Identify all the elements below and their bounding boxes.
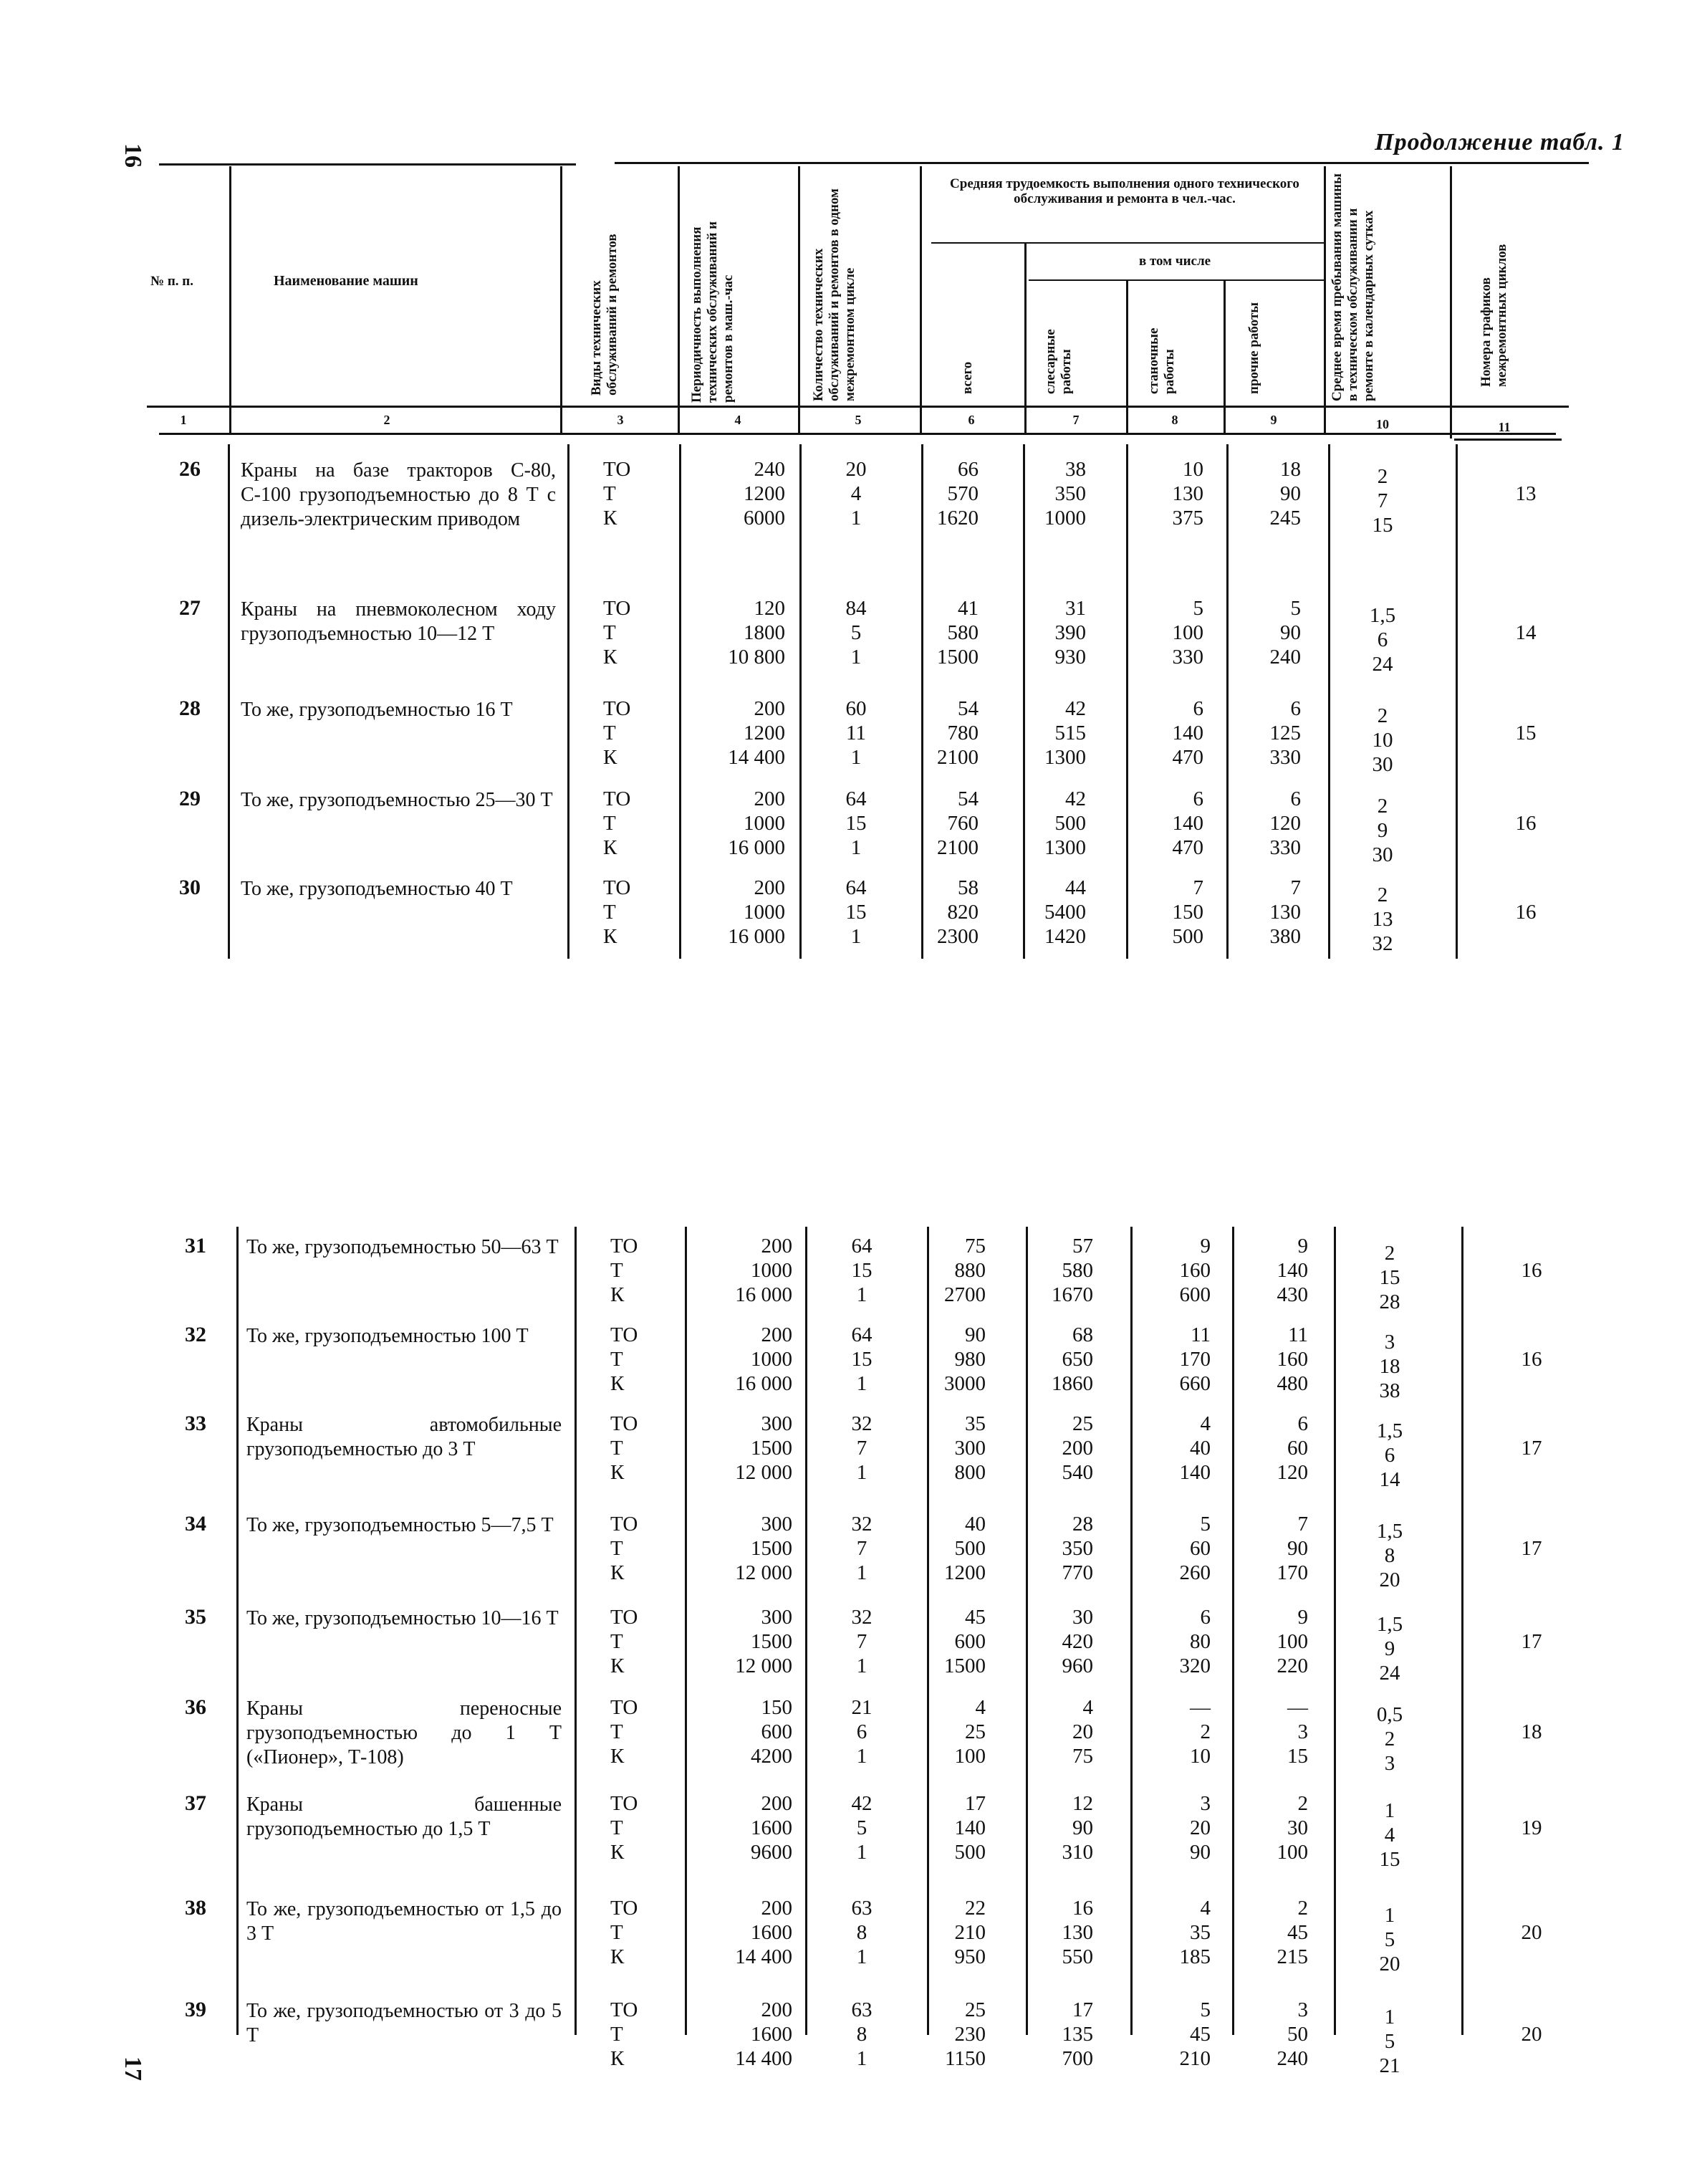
body-sep — [805, 1227, 807, 2035]
header-incl-subgroup: в том числе — [1138, 254, 1211, 269]
header-sep — [678, 166, 680, 433]
count-cell: 32 7 1 — [851, 1606, 873, 1677]
count-cell: 42 5 1 — [851, 1792, 873, 1864]
column-number: 8 — [1171, 413, 1178, 427]
row-number: 32 — [185, 1323, 206, 1346]
service-kinds: ТО Т К — [603, 697, 631, 769]
service-kinds: ТО Т К — [603, 876, 631, 948]
service-kinds: ТО Т К — [610, 1513, 638, 1584]
period-cell: 200 1600 9600 — [751, 1792, 792, 1864]
labor-machining-cell: 9 160 600 — [1179, 1235, 1211, 1306]
labor-total-cell: 4 25 100 — [954, 1696, 986, 1768]
group-header-rule — [931, 242, 1324, 244]
graph-number-cell: 18 — [1521, 1720, 1542, 1743]
labor-locksmith-cell: 42 515 1300 — [1044, 697, 1086, 769]
count-cell: 64 15 1 — [851, 1323, 873, 1395]
header-row-number: № п. п. — [150, 274, 193, 289]
period-cell: 200 1000 16 000 — [735, 1323, 792, 1395]
machine-name: То же, грузоподъемностью 16 Т — [241, 699, 513, 721]
period-cell: 200 1000 16 000 — [728, 876, 785, 948]
days-cell: 1,5 8 20 — [1376, 1520, 1403, 1591]
labor-other-cell: 2 30 100 — [1277, 1792, 1308, 1864]
row-number: 28 — [179, 696, 201, 720]
machine-name: То же, грузоподъемностью от 1,5 до 3 Т — [246, 1898, 562, 1945]
labor-total-cell: 41 580 1500 — [937, 597, 979, 669]
days-cell: 2 10 30 — [1372, 704, 1393, 776]
header-period: Периодичность выполнения технических обслуживаний и ремонтов в маш.-час — [689, 221, 736, 403]
labor-other-cell: 11 160 480 — [1277, 1323, 1308, 1395]
subgroup-header-rule — [1029, 279, 1324, 281]
service-kinds: ТО Т К — [610, 1235, 638, 1306]
count-cell: 21 6 1 — [851, 1696, 873, 1768]
days-cell: 1 5 20 — [1379, 1904, 1400, 1975]
days-cell: 2 15 28 — [1379, 1242, 1400, 1313]
graph-number-cell: 20 — [1521, 2023, 1542, 2046]
header-total: всего — [960, 361, 975, 394]
header-sep — [1224, 281, 1226, 433]
column-number: 2 — [383, 413, 390, 427]
header-sep — [1450, 166, 1452, 439]
graph-number-cell: 19 — [1521, 1816, 1542, 1839]
machine-name: Краны на базе тракторов С-80, С-100 грузоподъемностью до 8 Т с дизель-электрическим приводом — [241, 459, 556, 530]
column-number: 4 — [734, 413, 741, 427]
labor-locksmith-cell: 44 5400 1420 — [1044, 876, 1086, 948]
labor-locksmith-cell: 38 350 1000 — [1044, 458, 1086, 530]
page-number-bottom: 17 — [120, 2056, 146, 2081]
labor-total-cell: 90 980 3000 — [944, 1323, 986, 1395]
service-kinds: ТО Т К — [610, 1323, 638, 1395]
period-cell: 200 1000 16 000 — [735, 1235, 792, 1306]
header-sep — [560, 166, 562, 433]
days-cell: 2 7 15 — [1372, 465, 1393, 537]
machine-name: Краны автомобильные грузоподъемностью до 3 Т — [246, 1414, 562, 1460]
labor-other-cell: 5 90 240 — [1269, 597, 1301, 669]
machine-name: То же, грузоподъемностью 10—16 Т — [246, 1607, 559, 1629]
header-sep — [920, 166, 922, 433]
labor-machining-cell: 7 150 500 — [1172, 876, 1203, 948]
count-cell: 84 5 1 — [845, 597, 867, 669]
labor-total-cell: 45 600 1500 — [944, 1606, 986, 1677]
machine-name: То же, грузоподъемностью 25—30 Т — [241, 789, 553, 811]
header-sep — [1126, 281, 1128, 433]
row-number: 35 — [185, 1605, 206, 1629]
labor-machining-cell: 6 80 320 — [1179, 1606, 1211, 1677]
row-number: 36 — [185, 1695, 206, 1719]
machine-name: То же, грузоподъемностью 50—63 Т — [246, 1236, 559, 1258]
graph-number-cell: 15 — [1515, 722, 1537, 744]
labor-total-cell: 66 570 1620 — [937, 458, 979, 530]
days-cell: 2 9 30 — [1372, 795, 1393, 866]
labor-locksmith-cell: 25 200 540 — [1062, 1412, 1093, 1484]
count-cell: 32 7 1 — [851, 1513, 873, 1584]
header-sep — [798, 166, 800, 433]
period-cell: 150 600 4200 — [751, 1696, 792, 1768]
count-cell: 20 4 1 — [845, 458, 867, 530]
body-sep — [1126, 444, 1128, 959]
body-sep — [685, 1227, 687, 2035]
labor-machining-cell: 5 100 330 — [1172, 597, 1203, 669]
labor-locksmith-cell: 17 135 700 — [1062, 1998, 1093, 2070]
service-kinds: ТО Т К — [610, 1792, 638, 1864]
count-cell: 64 15 1 — [851, 1235, 873, 1306]
body-sep — [1328, 444, 1330, 959]
count-cell: 64 15 1 — [845, 876, 867, 948]
labor-other-cell: 9 140 430 — [1277, 1235, 1308, 1306]
column-number: 7 — [1072, 413, 1080, 427]
count-cell: 63 8 1 — [851, 1998, 873, 2070]
header-days: Среднее время пребывания машины в техническом обслуживании и ремонте в календарных сутках — [1330, 173, 1376, 401]
service-kinds: ТО Т К — [610, 1897, 638, 1968]
body-sep — [236, 1227, 239, 2035]
body-sep — [1461, 1227, 1463, 2035]
graph-number-cell: 13 — [1515, 482, 1537, 505]
graph-number-cell: 16 — [1515, 901, 1537, 924]
labor-machining-cell: 6 140 470 — [1172, 697, 1203, 769]
graph-number-cell: 17 — [1521, 1437, 1542, 1460]
labor-other-cell: 3 50 240 — [1277, 1998, 1308, 2070]
colnum-bottom-rule-right — [1454, 439, 1562, 441]
labor-machining-cell: 4 35 185 — [1179, 1897, 1211, 1968]
header-locksmith: слесарные работы — [1043, 329, 1074, 394]
row-number: 29 — [179, 787, 201, 810]
colnum-bottom-rule — [159, 433, 1556, 435]
graph-number-cell: 16 — [1521, 1259, 1542, 1282]
labor-other-cell: 6 60 120 — [1277, 1412, 1308, 1484]
labor-total-cell: 58 820 2300 — [937, 876, 979, 948]
body-sep — [567, 444, 569, 959]
continuation-caption: Продолжение табл. 1 — [1375, 129, 1625, 155]
count-cell: 63 8 1 — [851, 1897, 873, 1968]
labor-other-cell: — 3 15 — [1287, 1696, 1308, 1768]
header-machine-name: Наименование машин — [274, 273, 418, 289]
machine-name: То же, грузоподъемностью 5—7,5 Т — [246, 1514, 554, 1536]
header-other: прочие работы — [1246, 302, 1261, 394]
days-cell: 3 18 38 — [1379, 1331, 1400, 1402]
labor-other-cell: 7 130 380 — [1269, 876, 1301, 948]
labor-locksmith-cell: 42 500 1300 — [1044, 787, 1086, 859]
days-cell: 1,5 6 24 — [1369, 604, 1396, 676]
machine-name: То же, грузоподъемностью 40 Т — [241, 878, 513, 900]
period-cell: 200 1200 14 400 — [728, 697, 785, 769]
labor-machining-cell: 4 40 140 — [1179, 1412, 1211, 1484]
column-number: 9 — [1270, 413, 1277, 427]
header-machining: станочные работы — [1146, 327, 1177, 394]
labor-other-cell: 9 100 220 — [1277, 1606, 1308, 1677]
header-labor-group: Средняя трудоемкость выполнения одного технического обслуживания и ремонта в чел.-час. — [950, 176, 1299, 206]
header-bottom-rule — [147, 406, 1569, 408]
labor-total-cell: 25 230 1150 — [945, 1998, 986, 2070]
column-number: 3 — [617, 413, 624, 427]
body-sep — [1232, 1227, 1234, 2035]
period-cell: 120 1800 10 800 — [728, 597, 785, 669]
labor-other-cell: 6 120 330 — [1269, 787, 1301, 859]
row-number: 39 — [185, 1998, 206, 2021]
header-sep — [229, 166, 231, 433]
header-sep — [1324, 166, 1326, 433]
column-number: 10 — [1376, 417, 1389, 431]
machine-name: Краны на пневмоколесном ходу грузоподъемностью 10—12 Т — [241, 598, 556, 645]
period-cell: 300 1500 12 000 — [735, 1606, 792, 1677]
labor-total-cell: 17 140 500 — [954, 1792, 986, 1864]
count-cell: 64 15 1 — [845, 787, 867, 859]
days-cell: 1,5 9 24 — [1376, 1613, 1403, 1685]
body-sep — [1456, 444, 1458, 959]
row-number: 31 — [185, 1234, 206, 1258]
period-cell: 200 1600 14 400 — [735, 1897, 792, 1968]
period-cell: 200 1000 16 000 — [728, 787, 785, 859]
labor-machining-cell: 5 45 210 — [1179, 1998, 1211, 2070]
body-sep — [679, 444, 681, 959]
labor-locksmith-cell: 57 580 1670 — [1052, 1235, 1093, 1306]
days-cell: 0,5 2 3 — [1376, 1703, 1403, 1775]
row-number: 34 — [185, 1512, 206, 1536]
service-kinds: ТО Т К — [610, 1412, 638, 1484]
period-cell: 300 1500 12 000 — [735, 1513, 792, 1584]
days-cell: 2 13 32 — [1372, 883, 1393, 955]
service-kinds: ТО Т К — [603, 458, 631, 530]
labor-locksmith-cell: 68 650 1860 — [1052, 1323, 1093, 1395]
period-cell: 200 1600 14 400 — [735, 1998, 792, 2070]
labor-total-cell: 75 880 2700 — [944, 1235, 986, 1306]
machine-name: То же, грузоподъемностью от 3 до 5 Т — [246, 2000, 562, 2046]
column-number: 6 — [968, 413, 975, 427]
labor-locksmith-cell: 16 130 550 — [1062, 1897, 1093, 1968]
graph-number-cell: 17 — [1521, 1537, 1542, 1560]
labor-total-cell: 54 780 2100 — [937, 697, 979, 769]
row-number: 26 — [179, 457, 201, 481]
graph-number-cell: 14 — [1515, 621, 1537, 644]
labor-locksmith-cell: 30 420 960 — [1062, 1606, 1093, 1677]
labor-locksmith-cell: 31 390 930 — [1054, 597, 1086, 669]
labor-other-cell: 2 45 215 — [1277, 1897, 1308, 1968]
days-cell: 1 5 21 — [1379, 2006, 1400, 2077]
machine-name: То же, грузоподъемностью 100 Т — [246, 1325, 529, 1347]
page-number-top: 16 — [120, 143, 146, 168]
labor-machining-cell: 11 170 660 — [1179, 1323, 1211, 1395]
labor-other-cell: 7 90 170 — [1277, 1513, 1308, 1584]
labor-other-cell: 18 90 245 — [1269, 458, 1301, 530]
period-cell: 300 1500 12 000 — [735, 1412, 792, 1484]
labor-machining-cell: 5 60 260 — [1179, 1513, 1211, 1584]
row-number: 27 — [179, 596, 201, 620]
service-kinds: ТО Т К — [610, 1998, 638, 2070]
row-number: 38 — [185, 1896, 206, 1920]
service-kinds: ТО Т К — [610, 1606, 638, 1677]
row-number: 30 — [179, 876, 201, 899]
labor-total-cell: 22 210 950 — [954, 1897, 986, 1968]
days-cell: 1 4 15 — [1379, 1799, 1400, 1871]
labor-other-cell: 6 125 330 — [1269, 697, 1301, 769]
header-graphs: Номера графиков межремонтных циклов — [1479, 244, 1509, 387]
header-kinds: Виды технических обслуживаний и ремонтов — [589, 234, 620, 396]
count-cell: 32 7 1 — [851, 1412, 873, 1484]
labor-total-cell: 54 760 2100 — [937, 787, 979, 859]
labor-total-cell: 40 500 1200 — [944, 1513, 986, 1584]
graph-number-cell: 16 — [1515, 812, 1537, 835]
labor-locksmith-cell: 28 350 770 — [1062, 1513, 1093, 1584]
row-number: 33 — [185, 1412, 206, 1435]
labor-machining-cell: 3 20 90 — [1190, 1792, 1211, 1864]
body-sep — [1334, 1227, 1336, 2035]
row-number: 37 — [185, 1791, 206, 1815]
count-cell: 60 11 1 — [845, 697, 867, 769]
body-sep — [799, 444, 802, 959]
labor-locksmith-cell: 12 90 310 — [1062, 1792, 1093, 1864]
labor-machining-cell: 10 130 375 — [1172, 458, 1203, 530]
graph-number-cell: 16 — [1521, 1348, 1542, 1371]
labor-locksmith-cell: 4 20 75 — [1072, 1696, 1093, 1768]
header-top-rule — [159, 163, 576, 166]
header-sep — [1024, 244, 1027, 433]
body-sep — [575, 1227, 577, 2035]
graph-number-cell: 20 — [1521, 1921, 1542, 1944]
period-cell: 240 1200 6000 — [744, 458, 785, 530]
graph-number-cell: 17 — [1521, 1630, 1542, 1653]
header-top-rule-right — [615, 162, 1589, 164]
labor-machining-cell: — 2 10 — [1190, 1696, 1211, 1768]
labor-machining-cell: 6 140 470 — [1172, 787, 1203, 859]
machine-name: Краны переносные грузоподъемностью до 1 Т («Пионер», Т-108) — [246, 1697, 562, 1768]
days-cell: 1,5 6 14 — [1376, 1419, 1403, 1491]
machine-name: Краны башенные грузоподъемностью до 1,5 Т — [246, 1793, 562, 1840]
service-kinds: ТО Т К — [603, 597, 631, 669]
service-kinds: ТО Т К — [610, 1696, 638, 1768]
body-sep — [1226, 444, 1229, 959]
column-number: 11 — [1498, 420, 1511, 434]
body-sep — [228, 444, 230, 959]
header-count: Количество технических обслуживаний и ремонтов в одном межремонтном цикле — [811, 188, 857, 401]
labor-total-cell: 35 300 800 — [954, 1412, 986, 1484]
body-sep — [1130, 1227, 1133, 2035]
column-number: 5 — [855, 413, 862, 427]
service-kinds: ТО Т К — [603, 787, 631, 859]
column-number: 1 — [180, 413, 187, 427]
